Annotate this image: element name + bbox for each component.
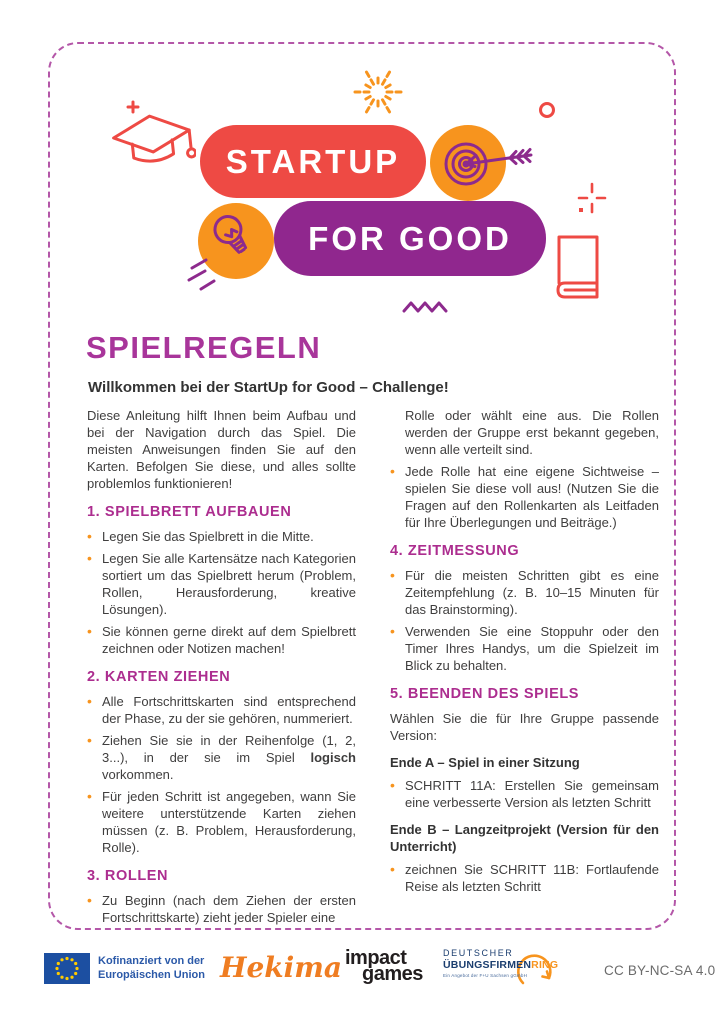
bullet-icon: • — [87, 732, 92, 748]
section-5-intro: Wählen Sie die für Ihre Gruppe passende Version: — [390, 711, 659, 743]
uefr-line1: DEUTSCHER — [443, 948, 514, 958]
page-title: SPIELREGELN — [86, 330, 322, 365]
bullet-text — [102, 732, 356, 783]
bullet-text: Legen Sie das Spielbrett in die Mitte. — [102, 529, 314, 544]
list-item — [390, 463, 659, 531]
section-heading-5: 5. BEENDEN DES SPIELS — [390, 686, 580, 702]
hekima-logo: Hekima — [220, 951, 343, 984]
bullet-icon: • — [87, 693, 92, 709]
license-text: CC BY-NC-SA 4.0 — [604, 963, 716, 978]
rules-columns — [87, 407, 659, 931]
bullet-text-pre: Ziehen Sie sie in der Reihenfolge (1, 2, 3...), in der sie im Spiel — [102, 733, 356, 765]
impact-games-line2: games — [362, 963, 423, 985]
bullet-text-post: vorkommen. — [102, 767, 174, 782]
impact-games-line1: impact — [345, 947, 407, 969]
uefr-line2-dark: ÜBUNGSFIRMEN — [443, 959, 532, 971]
impact-games-logo — [345, 947, 423, 985]
eu-cofunded-logo — [44, 953, 205, 984]
bullet-text: Zu Beginn (nach dem Ziehen der ersten Fortschrittskarte) zieht jeder Spieler eine — [102, 893, 356, 925]
list-item — [87, 693, 356, 727]
section-heading-3: 3. ROLLEN — [87, 868, 169, 884]
bullet-text: Für jeden Schritt ist angegeben, wann Sie weitere unterstützende Karten ziehen müssen (z. B. Problem, Herausforderung, Rolle). — [102, 789, 356, 855]
uefr-line2 — [443, 959, 559, 971]
list-item — [390, 623, 659, 674]
bullet-text: Legen Sie alle Kartensätze nach Kategorien sortiert um das Spielbrett herum (Problem, Rollen, Herausforderung, kreative Lösungen). — [102, 551, 356, 617]
list-item — [87, 550, 356, 618]
bullet-icon: • — [87, 550, 92, 566]
intro-paragraph: Diese Anleitung hilft Ihnen beim Aufbau und bei der Navigation durch das Spiel. Die meisten Anweisungen finden Sie auf den Karten. Befolgen Sie diese, und alles sollte problemlos funktionieren! — [87, 408, 356, 491]
bullet-text: Verwenden Sie eine Stoppuhr oder den Timer Ihres Handys, um die Spielzeit im Blick zu behalten. — [405, 624, 659, 673]
starburst-icon — [352, 66, 404, 123]
bullet-text-bold: logisch — [310, 750, 356, 765]
lightbulb-icon — [184, 200, 284, 303]
eu-text-line2: Europäischen Union — [98, 968, 205, 981]
right-column — [390, 407, 659, 931]
list-item — [87, 528, 356, 545]
bullet-icon: • — [390, 777, 395, 793]
list-item — [87, 623, 356, 657]
bullet-icon: • — [390, 623, 395, 639]
list-item — [390, 861, 659, 895]
logo-startup-label: STARTUP — [225, 142, 401, 180]
list-item — [390, 777, 659, 811]
bullet-text: Jede Rolle hat eine eigene Sichtweise – spielen Sie diese voll aus! (Nutzen Sie die Fragen auf den Rollenkarten als Leitfaden für Ihre Überlegungen und Beiträge.) — [405, 464, 659, 530]
section-heading-1: 1. SPIELBRETT AUFBAUEN — [87, 504, 292, 520]
bullet-icon: • — [87, 788, 92, 804]
left-column — [87, 407, 356, 931]
uefr-tagline: Ein Angebot der F+U Sachsen gGmbH — [443, 973, 528, 978]
bullet-text: Sie können gerne direkt auf dem Spielbrett zeichnen oder Notizen machen! — [102, 624, 356, 656]
section-heading-2: 2. KARTEN ZIEHEN — [87, 669, 231, 685]
sparkle-icon — [576, 182, 608, 219]
logo-for-good-pill — [274, 201, 546, 276]
target-arrow-icon — [430, 125, 534, 206]
bullet-icon: • — [390, 861, 395, 877]
graduation-cap-icon — [100, 96, 196, 181]
logo-startup-pill — [200, 125, 426, 198]
uefr-line2-ring: RING — [531, 959, 559, 971]
uefr-text — [443, 948, 559, 978]
bullet-icon: • — [87, 623, 92, 639]
eu-cofunded-text — [98, 955, 205, 982]
logo-for-good-label: FOR GOOD — [308, 219, 512, 257]
circle-icon — [538, 101, 556, 124]
bullet-icon: • — [390, 567, 395, 583]
book-icon — [551, 233, 603, 306]
list-item — [87, 732, 356, 783]
ende-b-heading: Ende B – Langzeitprojekt (Version für den Unterricht) — [390, 822, 659, 854]
bullet-text: Alle Fortschrittskarten sind entsprechend der Phase, zu der sie gehören, nummeriert. — [102, 694, 356, 726]
bullet-icon: • — [390, 463, 395, 479]
zigzag-icon — [402, 299, 448, 320]
section-heading-4: 4. ZEITMESSUNG — [390, 543, 520, 559]
bullet-text: Für die meisten Schritten gibt es eine Zeitempfehlung (z. B. 10–15 Minuten für das Brainstorming). — [405, 568, 659, 617]
ende-a-heading: Ende A – Spiel in einer Sitzung — [390, 755, 580, 770]
list-item — [87, 788, 356, 856]
list-item — [390, 567, 659, 618]
uebungsfirmenring-logo — [443, 948, 559, 992]
bullet-text: zeichnen Sie SCHRITT 11B: Fortlaufende Reise als letzten Schritt — [405, 862, 659, 894]
list-item — [87, 892, 356, 926]
welcome-subtitle: Willkommen bei der StartUp for Good – Challenge! — [88, 379, 449, 396]
eu-flag-icon — [44, 953, 90, 984]
bullet-icon: • — [87, 528, 92, 544]
rollen-continuation: Rolle oder wählt eine aus. Die Rollen werden der Gruppe erst bekannt gegeben, wenn alle verteilt sind. — [405, 408, 659, 457]
bullet-text: SCHRITT 11A: Erstellen Sie gemeinsam eine verbesserte Version als letzten Schritt — [405, 778, 659, 810]
eu-text-line1: Kofinanziert von der — [98, 955, 205, 967]
bullet-icon: • — [87, 892, 92, 908]
